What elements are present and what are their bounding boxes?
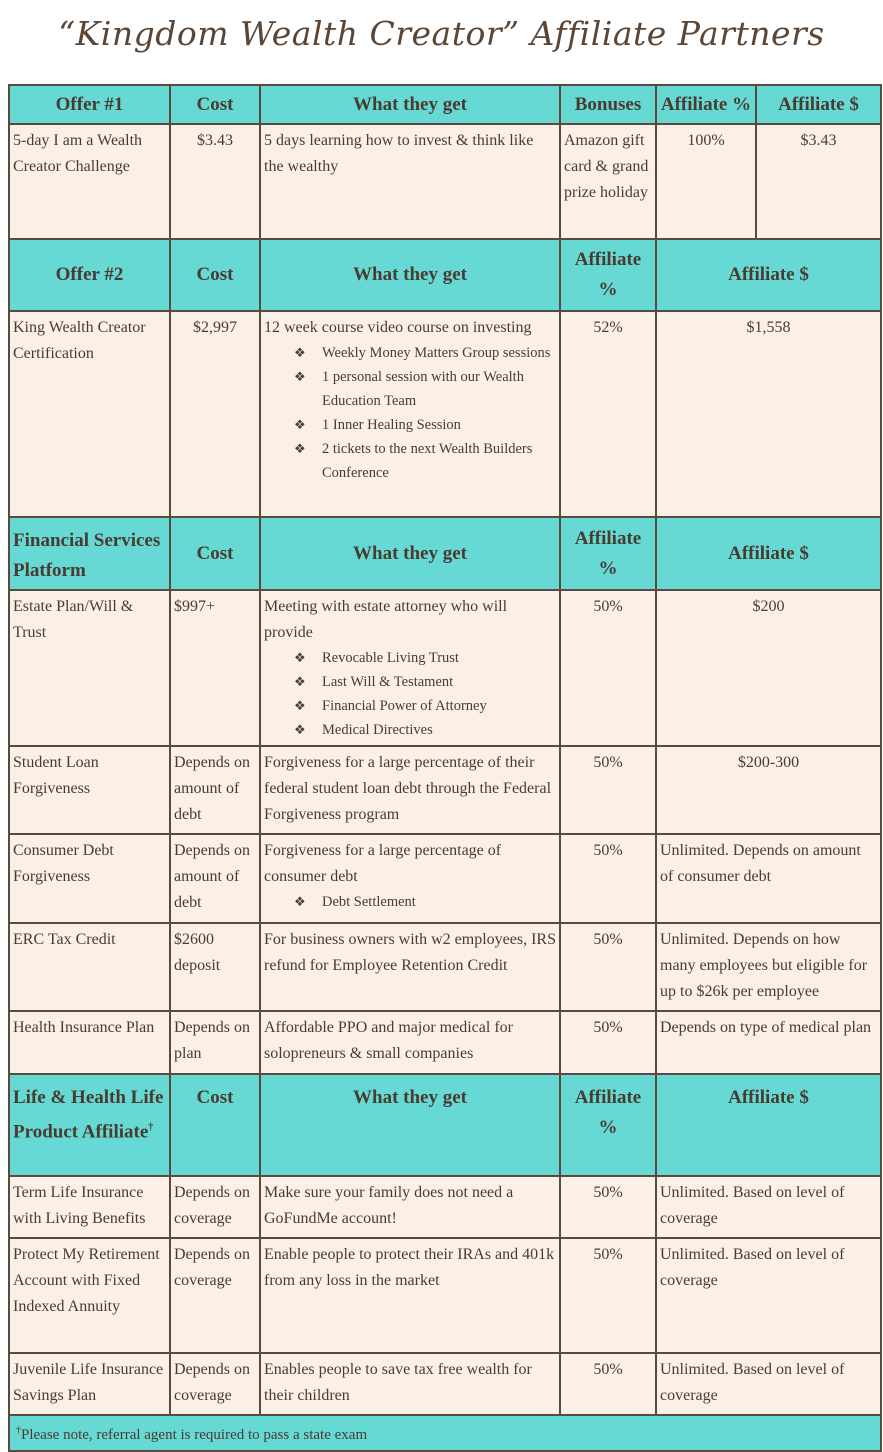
column-header [560,85,656,124]
cell-text: Health Insurance Plan [13,1019,155,1036]
cell-text: Amazon gift card & grand prize holiday [564,132,649,201]
column-header [560,239,656,311]
section-header-row [9,517,881,590]
cell-text: Affordable PPO and major medical for solopreneurs & small companies [264,1019,513,1062]
table-cell [9,1353,170,1415]
cell-text: Depends on coverage [174,1184,250,1227]
section-header-row [9,239,881,311]
table-cell [260,834,560,923]
cell-text: Unlimited. Based on level of coverage [660,1361,845,1404]
table-cell [656,1176,881,1238]
cell-text: $3.43 [197,132,233,149]
table-cell [560,746,656,834]
table-row [9,834,881,923]
dagger-mark: † [16,1425,21,1436]
table-cell [170,1011,260,1074]
table-cell [260,590,560,746]
cell-text: $2600 deposit [174,931,221,974]
table-cell [656,1353,881,1415]
table-cell [170,746,260,834]
column-header-label: Cost [196,264,234,285]
column-header [9,1074,170,1176]
bullet-item: ❖ Medical Directives [294,718,556,742]
column-header [560,1074,656,1176]
column-header-label: Affiliate $ [778,93,859,115]
cell-text: Protect My Retirement Account with Fixed Indexed Annuity [13,1246,160,1315]
table-cell [9,1238,170,1353]
cell-text: Unlimited. Based on level of coverage [660,1184,845,1227]
bullet-item: ❖ Weekly Money Matters Group sessions [294,341,556,365]
affiliate-table [8,84,882,1452]
table-cell [656,834,881,923]
column-header-label: What they get [353,93,467,115]
table-row [9,1176,881,1238]
cell-text: Meeting with estate attorney who will provide [264,598,508,641]
cell-text: Unlimited. Based on level of coverage [660,1246,845,1289]
column-header [656,1074,881,1176]
bullet-item: ❖ Financial Power of Attorney [294,694,556,718]
section-header-row [9,85,881,124]
cell-text: Forgiveness for a large percentage of consumer debt [264,842,502,885]
section-header-row [9,1074,881,1176]
column-header-label: Cost [196,542,234,564]
table-cell [9,1011,170,1074]
table-row [9,1011,881,1074]
table-cell [170,311,260,517]
table-cell [656,124,756,239]
bullet-item: ❖ 1 Inner Healing Session [294,413,556,437]
table-cell [756,124,881,239]
table-cell [656,311,881,517]
column-header-label: Life & Health Life Product Affiliate [13,1087,164,1143]
table-cell [260,311,560,517]
table-row [9,590,881,746]
cell-text: 12 week course video course on investing [264,319,532,336]
cell-text: For business owners with w2 employees, IRS refund for Employee Retention Credit [264,931,556,974]
table-cell [656,1011,881,1074]
column-header-label: Financial Services Platform [13,530,161,581]
table-cell [9,746,170,834]
bullet-item: ❖ Debt Settlement [294,890,556,914]
column-header [170,239,260,311]
column-header-label: Affiliate % [574,249,642,300]
table-cell [9,923,170,1011]
table-cell [560,1238,656,1353]
table-row [9,124,881,239]
column-header-label: Cost [196,93,234,115]
cell-text: 100% [687,132,725,149]
table-cell [260,124,560,239]
column-header [170,85,260,124]
cell-text: Estate Plan/Will & Trust [13,598,134,641]
column-header [9,85,170,124]
table-cell [170,1238,260,1353]
cell-text: Consumer Debt Forgiveness [13,842,114,885]
cell-text: 50% [593,598,623,615]
column-header [170,517,260,590]
footnote [9,1415,881,1451]
table-row [9,746,881,834]
column-header [260,239,560,311]
table-cell [260,1353,560,1415]
cell-text: 50% [593,931,623,948]
table-cell [260,1176,560,1238]
cell-text: 50% [593,1184,623,1201]
table-cell [260,923,560,1011]
cell-text: Enable people to protect their IRAs and 401k from any loss in the market [264,1246,555,1289]
column-header-label: Bonuses [574,93,642,115]
table-cell [9,124,170,239]
cell-text: $3.43 [800,132,837,149]
column-header [560,517,656,590]
bullet-list [264,890,556,914]
cell-text: Unlimited. Depends on amount of consumer debt [660,842,861,885]
cell-text: Depends on plan [174,1019,250,1062]
cell-text: 50% [593,1361,623,1378]
cell-text: Student Loan Forgiveness [13,754,99,797]
column-header-label: Offer #1 [55,93,124,115]
column-header [260,85,560,124]
table-cell [560,1011,656,1074]
cell-text: $2,997 [193,319,237,336]
table-row [9,1353,881,1415]
cell-text: Enables people to save tax free wealth for their children [264,1361,532,1404]
table-cell [260,1238,560,1353]
bullet-list [264,341,556,485]
table-cell [656,1238,881,1353]
footnote-text: Please note, referral agent is required to pass a state exam [21,1427,368,1443]
table-cell [170,124,260,239]
cell-text: 52% [593,319,623,336]
column-header-label: What they get [353,1087,467,1108]
bullet-item: ❖ Last Will & Testament [294,670,556,694]
table-cell [560,1353,656,1415]
table-cell [170,1353,260,1415]
table-cell [560,1176,656,1238]
cell-text: $1,558 [746,319,791,336]
cell-text: Juvenile Life Insurance Savings Plan [13,1361,164,1404]
table-cell [9,1176,170,1238]
column-header [656,85,756,124]
table-cell [170,923,260,1011]
table-cell [170,834,260,923]
cell-text: ERC Tax Credit [13,931,116,948]
cell-text: Unlimited. Depends on how many employees but eligible for up to $26k per employee [660,931,868,1000]
dagger-mark: † [148,1122,154,1133]
cell-text: Depends on amount of debt [174,842,250,911]
table-cell [656,746,881,834]
table-cell [260,1011,560,1074]
column-header-label: Affiliate % [574,527,642,579]
table-cell [560,124,656,239]
column-header [170,1074,260,1176]
table-cell [260,746,560,834]
cell-text: King Wealth Creator Certification [13,319,146,362]
column-header-label: What they get [353,264,467,285]
table-row [9,311,881,517]
column-header-label: Affiliate $ [728,542,809,564]
bullet-item: ❖ 1 personal session with our Wealth Education Team [294,365,556,413]
cell-text: 5-day I am a Wealth Creator Challenge [13,132,143,175]
column-header [9,239,170,311]
cell-text: 50% [593,842,623,859]
column-header [9,517,170,590]
column-header-label: Affiliate % [574,1087,642,1138]
bullet-list [264,646,556,742]
table-cell [170,1176,260,1238]
cell-text: $200 [752,598,785,615]
column-header-label: Affiliate $ [728,1087,809,1108]
footnote-row [9,1415,881,1451]
cell-text: Term Life Insurance with Living Benefits [13,1184,146,1227]
table-cell [560,834,656,923]
column-header-label: Affiliate $ [728,264,809,285]
column-header [260,517,560,590]
table-cell [170,590,260,746]
cell-text: 5 days learning how to invest & think like the wealthy [264,132,534,175]
column-header [656,517,881,590]
cell-text: Depends on coverage [174,1246,250,1289]
column-header-label: What they get [353,542,467,564]
cell-text: Make sure your family does not need a GoFundMe account! [264,1184,514,1227]
page-title: “Kingdom Wealth Creator” Affiliate Partners [58,14,825,53]
cell-text: $997+ [174,598,216,615]
cell-text: 50% [593,1019,623,1036]
cell-text: $200-300 [737,754,800,771]
cell-text: Forgiveness for a large percentage of their federal student loan debt through the Federal Forgiveness program [264,754,552,823]
column-header [260,1074,560,1176]
bullet-item: ❖ 2 tickets to the next Wealth Builders Conference [294,437,556,485]
table-cell [9,311,170,517]
table-cell [560,923,656,1011]
table-cell [560,590,656,746]
bullet-item: ❖ Revocable Living Trust [294,646,556,670]
column-header-label: Offer #2 [55,264,124,285]
cell-text: Depends on type of medical plan [660,1019,872,1036]
column-header-label: Cost [196,1087,234,1108]
column-header [656,239,881,311]
table-cell [9,834,170,923]
table-cell [656,590,881,746]
cell-text: 50% [593,1246,623,1263]
cell-text: Depends on coverage [174,1361,250,1404]
table-row [9,1238,881,1353]
table-cell [656,923,881,1011]
cell-text: 50% [593,754,623,771]
column-header [756,85,881,124]
table-cell [560,311,656,517]
column-header-label: Affiliate % [660,93,752,115]
table-cell [9,590,170,746]
cell-text: Depends on amount of debt [174,754,250,823]
table-row [9,923,881,1011]
